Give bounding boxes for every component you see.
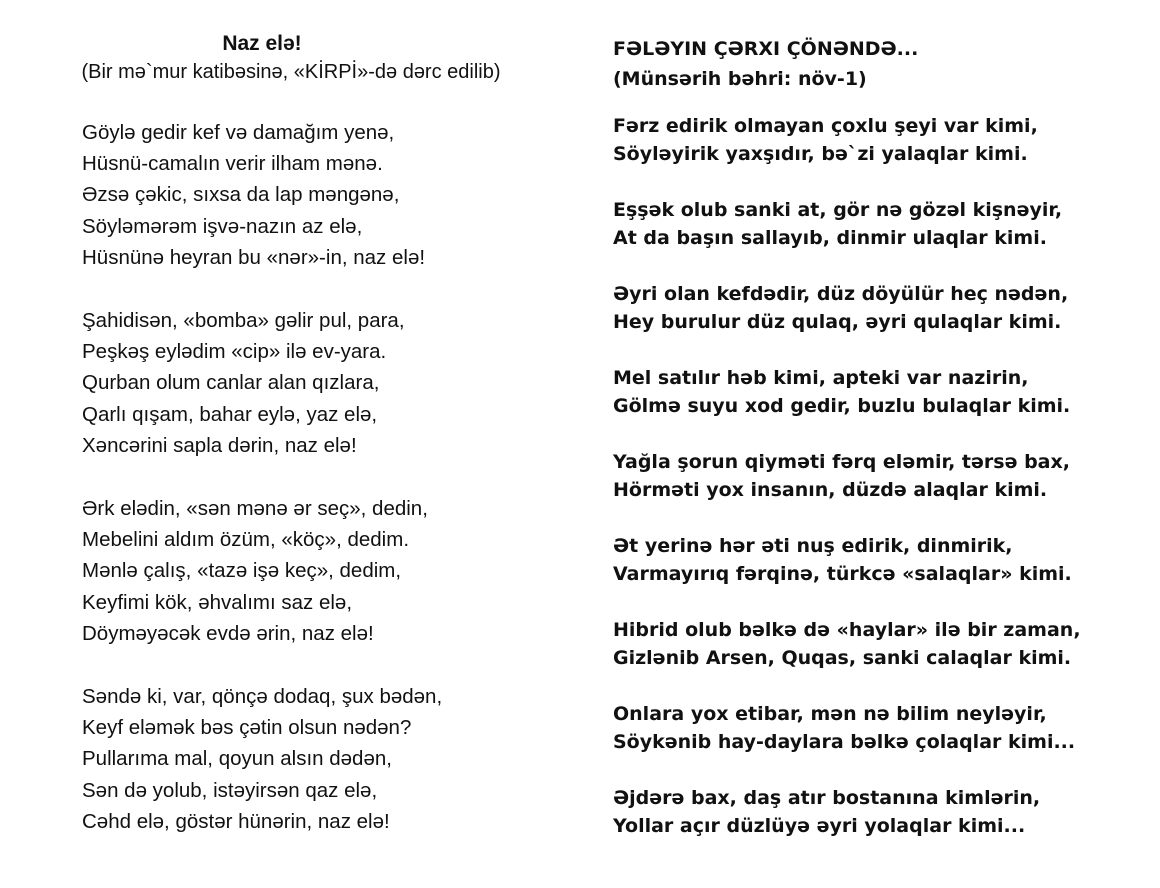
- poem-line: Mebelini aldım özüm, «köç», dedim.: [82, 528, 410, 552]
- poem-line: Mənlə çalış, «tazə işə keç», dedim,: [82, 559, 402, 583]
- right-stanza-8: [613, 700, 1153, 756]
- poem-line: Döyməyəcək evdə ərin, naz elə!: [82, 621, 374, 645]
- left-stanza-4: [82, 681, 542, 837]
- poem-line: Şahidisən, «bomba» gəlir pul, para,: [82, 309, 405, 333]
- poem-line: Sən də yolub, istəyirsən qaz elə,: [82, 778, 378, 802]
- poem-line: Gizlənib Arsen, Quqas, sanki calaqlar kimi.: [613, 647, 1072, 669]
- right-stanza-3: [613, 280, 1153, 336]
- right-poem-title: FƏLƏYIN ÇƏRXI ÇÖNƏNDƏ...: [613, 38, 919, 60]
- right-stanza-4: [613, 364, 1153, 420]
- poem-line: Göylə gedir kef və damağım yenə,: [82, 121, 395, 144]
- left-poem: [82, 30, 542, 869]
- poem-line: Yağla şorun qiyməti fərq eləmir, tərsə bax,: [613, 451, 1070, 473]
- right-stanza-1: [613, 112, 1153, 168]
- left-poem-title: Naz elə!: [222, 32, 302, 55]
- poem-line: Ərk elədin, «sən mənə ər seç», dedin,: [82, 497, 428, 521]
- poem-line: At da başın sallayıb, dinmir ulaqlar kimi.: [613, 227, 1047, 249]
- left-stanza-3: [82, 493, 542, 649]
- poem-line: Fərz edirik olmayan çoxlu şeyi var kimi,: [613, 115, 1038, 137]
- right-stanza-7: [613, 616, 1153, 672]
- poem-line: Səndə ki, var, qönçə dodaq, şux bədən,: [82, 685, 443, 709]
- poem-line: Əzsə çəkic, sıxsa da lap məngənə,: [82, 183, 400, 207]
- poem-line: Qurban olum canlar alan qızlara,: [82, 371, 380, 395]
- poem-line: Hey burulur düz qulaq, əyri qulaqlar kimi.: [613, 311, 1062, 333]
- right-poem: [613, 34, 1153, 868]
- poem-line: Söykənib hay-daylara bəlkə çolaqlar kimi...: [613, 731, 1076, 753]
- right-poem-subtitle: (Münsərih bəhri: növ-1): [613, 68, 867, 90]
- poem-line: Yollar açır düzlüyə əyri yolaqlar kimi...: [613, 815, 1026, 837]
- poem-line: Gölmə suyu xod gedir, buzlu bulaqlar kimi.: [613, 395, 1071, 417]
- poem-line: Hörməti yox insanın, düzdə alaqlar kimi.: [613, 479, 1048, 501]
- poem-line: Ət yerinə hər əti nuş edirik, dinmirik,: [613, 535, 1013, 557]
- poem-line: Qarlı qışam, bahar eylə, yaz elə,: [82, 402, 378, 426]
- poem-line: Onlara yox etibar, mən nə bilim neyləyir,: [613, 703, 1047, 725]
- poem-line: Söyləmərəm işvə-nazın az elə,: [82, 214, 363, 238]
- poem-line: Peşkəş eylədim «cip» ilə ev-yara.: [82, 340, 387, 364]
- right-stanza-5: [613, 448, 1153, 504]
- poem-line: Keyf eləmək bəs çətin olsun nədən?: [82, 716, 412, 740]
- poem-line: Xəncərini sapla dərin, naz elə!: [82, 433, 357, 457]
- poem-line: Əjdərə bax, daş atır bostanına kimlərin,: [613, 787, 1041, 809]
- right-stanza-6: [613, 532, 1153, 588]
- poem-line: Mel satılır həb kimi, apteki var nazirin,: [613, 367, 1029, 389]
- poem-line: Cəhd elə, göstər hünərin, naz elə!: [82, 809, 390, 833]
- poem-line: Hüsnü-camalın verir ilham mənə.: [82, 152, 383, 176]
- left-stanza-1: [82, 117, 542, 273]
- poem-line: Keyfimi kök, əhvalımı saz elə,: [82, 590, 353, 614]
- right-stanza-9: [613, 784, 1153, 840]
- poem-line: Pullarıma mal, qoyun alsın dədən,: [82, 747, 392, 771]
- poem-line: Əyri olan kefdədir, düz döyülür heç nədən,: [613, 283, 1069, 305]
- poem-line: Hibrid olub bəlkə də «haylar» ilə bir zaman,: [613, 619, 1081, 641]
- poem-line: Eşşək olub sanki at, gör nə gözəl kişnəyir,: [613, 199, 1063, 221]
- right-stanza-2: [613, 196, 1153, 252]
- right-poem-stanzas: [613, 112, 1153, 840]
- poem-line: Hüsnünə heyran bu «nər»-in, naz elə!: [82, 245, 426, 269]
- left-poem-stanzas: [82, 117, 542, 837]
- poem-line: Söyləyirik yaxşıdır, bə`zi yalaqlar kimi.: [613, 143, 1028, 165]
- left-stanza-2: [82, 305, 542, 461]
- poem-line: Varmayırıq fərqinə, türkcə «salaqlar» kimi.: [613, 563, 1072, 585]
- left-poem-subtitle: (Bir mə`mur katibəsinə, «KİRPİ»-də dərc edilib): [81, 61, 501, 83]
